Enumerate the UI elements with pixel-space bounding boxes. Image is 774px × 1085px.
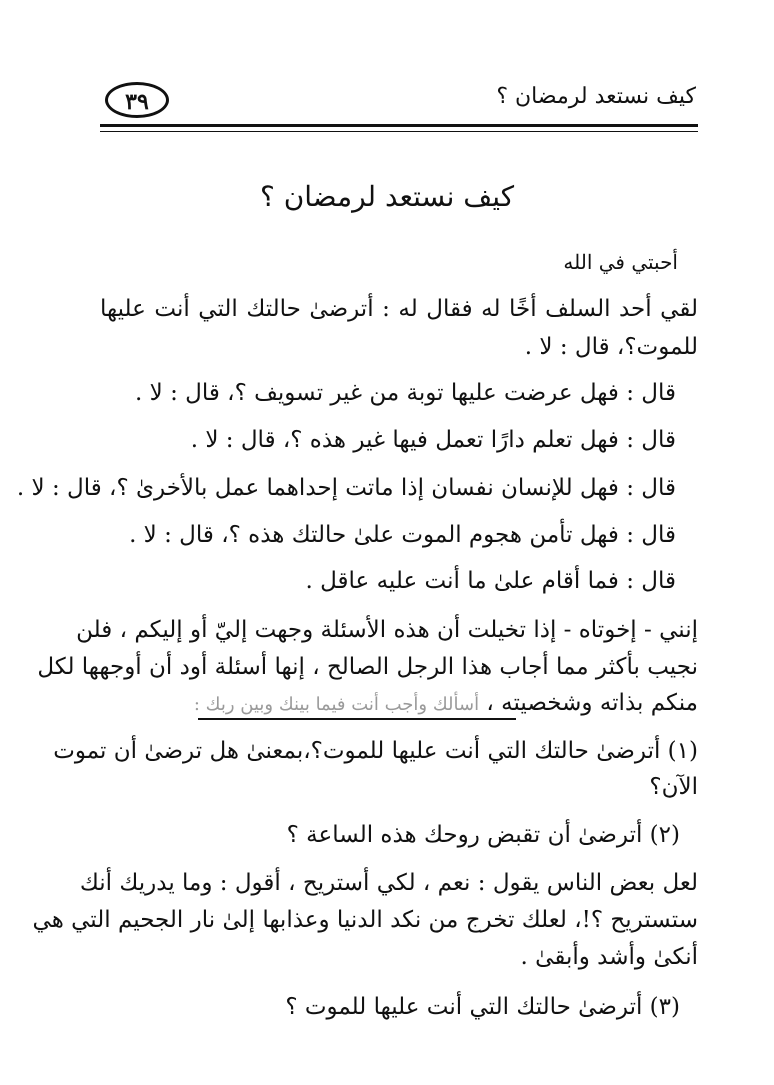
header-rule-thin: [100, 131, 698, 132]
chapter-title: كيف نستعد لرمضان ؟: [259, 180, 515, 213]
paragraph-line: لعل بعض الناس يقول : نعم ، لكي أستريح ، أقول : وما يدريك أنك: [79, 870, 698, 896]
header-rule-thick: [100, 124, 698, 127]
paragraph-line: أنكىٰ وأشد وأبقىٰ .: [520, 944, 698, 970]
paragraph-line-text: منكم بذاته وشخصيته ،: [486, 690, 698, 716]
dialogue-line: قال : فهل للإنسان نفسان إذا ماتت إحداهما عمل بالأخرىٰ ؟، قال : لا .: [16, 475, 676, 501]
paragraph-line: إنني - إخوتاه - إذا تخيلت أن هذه الأسئلة وجهت إليّ أو إليكم ، فلن: [76, 617, 698, 643]
question-line: الآن؟: [649, 774, 698, 800]
question-line: (٢) أترضىٰ أن تقبض روحك هذه الساعة ؟: [286, 822, 680, 848]
dialogue-line: قال : فما أقام علىٰ ما أنت عليه عاقل .: [305, 568, 676, 594]
underline-mark: [198, 718, 516, 720]
question-line: (٣) أترضىٰ حالتك التي أنت عليها للموت ؟: [285, 994, 680, 1020]
paragraph-line: للموت؟، قال : لا .: [524, 334, 698, 360]
paragraph-line: نجيب بأكثر مما أجاب هذا الرجل الصالح ، إنها أسئلة أود أن أوجهها لكل: [37, 654, 698, 680]
dialogue-line: قال : فهل تعلم دارًا تعمل فيها غير هذه ؟، قال : لا .: [190, 427, 676, 453]
faded-phrase: أسألك وأجب أنت فيما بينك وبين ربك :: [193, 694, 480, 715]
paragraph-line: لقي أحد السلف أخًا له فقال له : أترضىٰ حالتك التي أنت عليها: [100, 296, 698, 322]
question-line: (١) أترضىٰ حالتك التي أنت عليها للموت؟،بمعنىٰ هل ترضىٰ أن تموت: [53, 738, 698, 764]
paragraph-line: ستستريح ؟!، لعلك تخرج من نكد الدنيا وعذابها إلىٰ نار الجحيم التي هي: [32, 907, 698, 933]
dialogue-line: قال : فهل عرضت عليها توبة من غير تسويف ؟، قال : لا .: [135, 380, 676, 406]
paragraph-line: [100, 686, 698, 722]
dialogue-line: قال : فهل تأمن هجوم الموت علىٰ حالتك هذه ؟، قال : لا .: [129, 522, 676, 548]
page-number-badge: ٣٩: [105, 82, 169, 118]
salutation: أحبتي في الله: [563, 250, 678, 274]
running-header-title: كيف نستعد لرمضان ؟: [496, 84, 696, 109]
